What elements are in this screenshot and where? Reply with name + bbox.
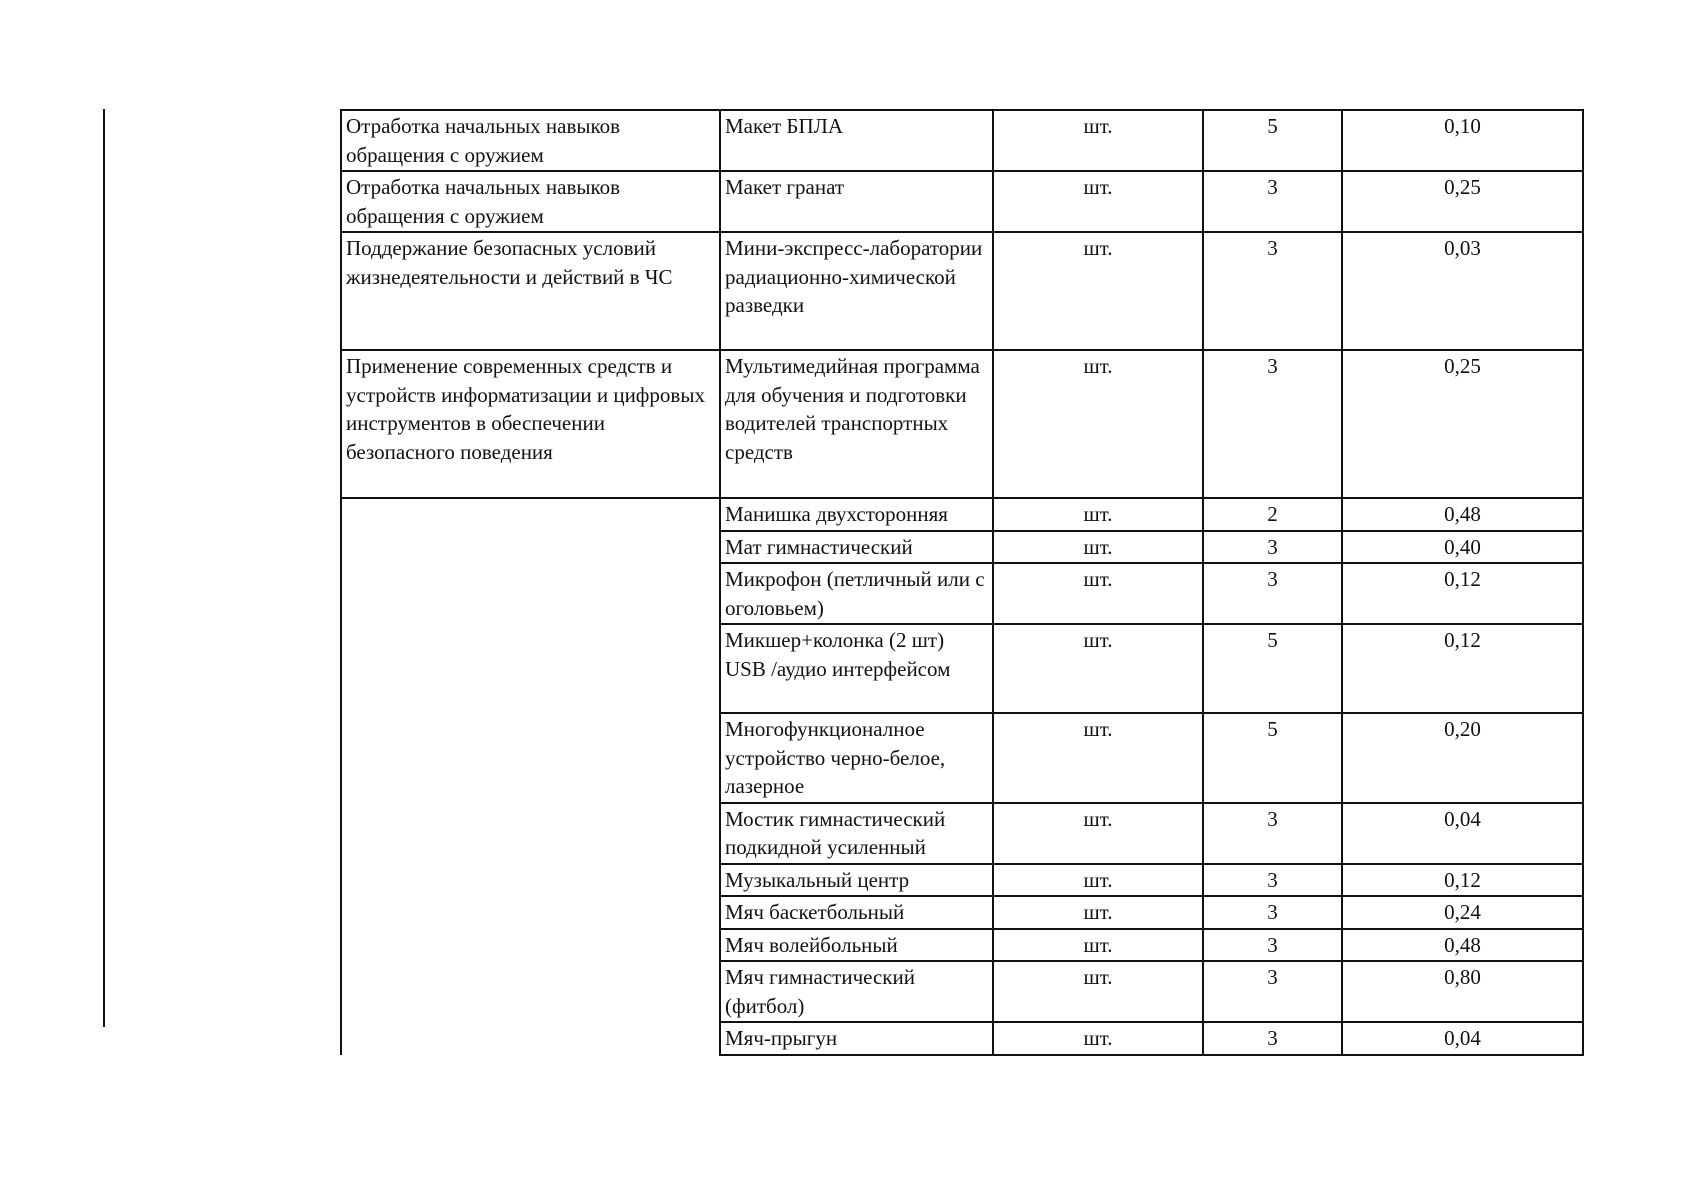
unit-cell: шт.: [993, 171, 1203, 232]
unit-cell: шт.: [993, 713, 1203, 803]
left-margin-rule: [103, 109, 105, 1027]
item-cell: Микшер+колонка (2 шт) USB /аудио интерфейсом: [720, 624, 993, 713]
coef-cell: 0,03: [1342, 232, 1583, 350]
unit-cell: шт.: [993, 929, 1203, 962]
coef-cell: 0,25: [1342, 350, 1583, 498]
qty-cell: 5: [1203, 110, 1342, 171]
qty-cell: 3: [1203, 531, 1342, 564]
activity-cell: Отработка начальных навыков обращения с оружием: [341, 110, 720, 171]
qty-cell: 2: [1203, 498, 1342, 531]
qty-cell: 3: [1203, 803, 1342, 864]
qty-cell: 3: [1203, 864, 1342, 897]
coef-cell: 0,48: [1342, 929, 1583, 962]
unit-cell: шт.: [993, 961, 1203, 1022]
coef-cell: 0,80: [1342, 961, 1583, 1022]
table-row: [341, 350, 1583, 498]
qty-cell: 3: [1203, 232, 1342, 350]
unit-cell: шт.: [993, 563, 1203, 624]
coef-cell: 0,25: [1342, 171, 1583, 232]
qty-cell: 3: [1203, 350, 1342, 498]
unit-cell: шт.: [993, 803, 1203, 864]
coef-cell: 0,10: [1342, 110, 1583, 171]
qty-cell: 3: [1203, 171, 1342, 232]
item-cell: Мяч-прыгун: [720, 1022, 993, 1055]
qty-cell: 3: [1203, 896, 1342, 929]
unit-cell: шт.: [993, 232, 1203, 350]
item-cell: Микрофон (петличный или с оголовьем): [720, 563, 993, 624]
item-cell: Мяч волейбольный: [720, 929, 993, 962]
unit-cell: шт.: [993, 498, 1203, 531]
activity-cell: Поддержание безопасных условий жизнедеятельности и действий в ЧС: [341, 232, 720, 350]
item-cell: Мультимедийная программа для обучения и подготовки водителей транспортных средств: [720, 350, 993, 498]
unit-cell: шт.: [993, 864, 1203, 897]
unit-cell: шт.: [993, 350, 1203, 498]
table-row: [341, 232, 1583, 350]
item-cell: Мини-экспресс-лаборатории радиационно-химической разведки: [720, 232, 993, 350]
coef-cell: 0,12: [1342, 624, 1583, 713]
coef-cell: 0,12: [1342, 864, 1583, 897]
activity-cell-empty: [341, 498, 720, 1055]
qty-cell: 3: [1203, 961, 1342, 1022]
item-cell: Макет БПЛА: [720, 110, 993, 171]
table-row: [341, 171, 1583, 232]
activity-cell: Применение современных средств и устройств информатизации и цифровых инструментов в обеспечении безопасного поведения: [341, 350, 720, 498]
item-cell: Мяч баскетбольный: [720, 896, 993, 929]
item-cell: Мат гимнастический: [720, 531, 993, 564]
equipment-table: [340, 109, 1584, 1056]
qty-cell: 5: [1203, 713, 1342, 803]
coef-cell: 0,12: [1342, 563, 1583, 624]
qty-cell: 3: [1203, 1022, 1342, 1055]
coef-cell: 0,20: [1342, 713, 1583, 803]
unit-cell: шт.: [993, 110, 1203, 171]
table-row: [341, 498, 1583, 531]
item-cell: Мостик гимнастический подкидной усиленный: [720, 803, 993, 864]
item-cell: Макет гранат: [720, 171, 993, 232]
unit-cell: шт.: [993, 624, 1203, 713]
qty-cell: 3: [1203, 563, 1342, 624]
table-row: [341, 110, 1583, 171]
qty-cell: 3: [1203, 929, 1342, 962]
coef-cell: 0,24: [1342, 896, 1583, 929]
item-cell: Мяч гимнастический (фитбол): [720, 961, 993, 1022]
unit-cell: шт.: [993, 1022, 1203, 1055]
coef-cell: 0,48: [1342, 498, 1583, 531]
coef-cell: 0,40: [1342, 531, 1583, 564]
coef-cell: 0,04: [1342, 1022, 1583, 1055]
coef-cell: 0,04: [1342, 803, 1583, 864]
item-cell: Музыкальный центр: [720, 864, 993, 897]
activity-cell: Отработка начальных навыков обращения с оружием: [341, 171, 720, 232]
item-cell: Многофункционалное устройство черно-белое, лазерное: [720, 713, 993, 803]
unit-cell: шт.: [993, 896, 1203, 929]
item-cell: Манишка двухсторонняя: [720, 498, 993, 531]
qty-cell: 5: [1203, 624, 1342, 713]
unit-cell: шт.: [993, 531, 1203, 564]
